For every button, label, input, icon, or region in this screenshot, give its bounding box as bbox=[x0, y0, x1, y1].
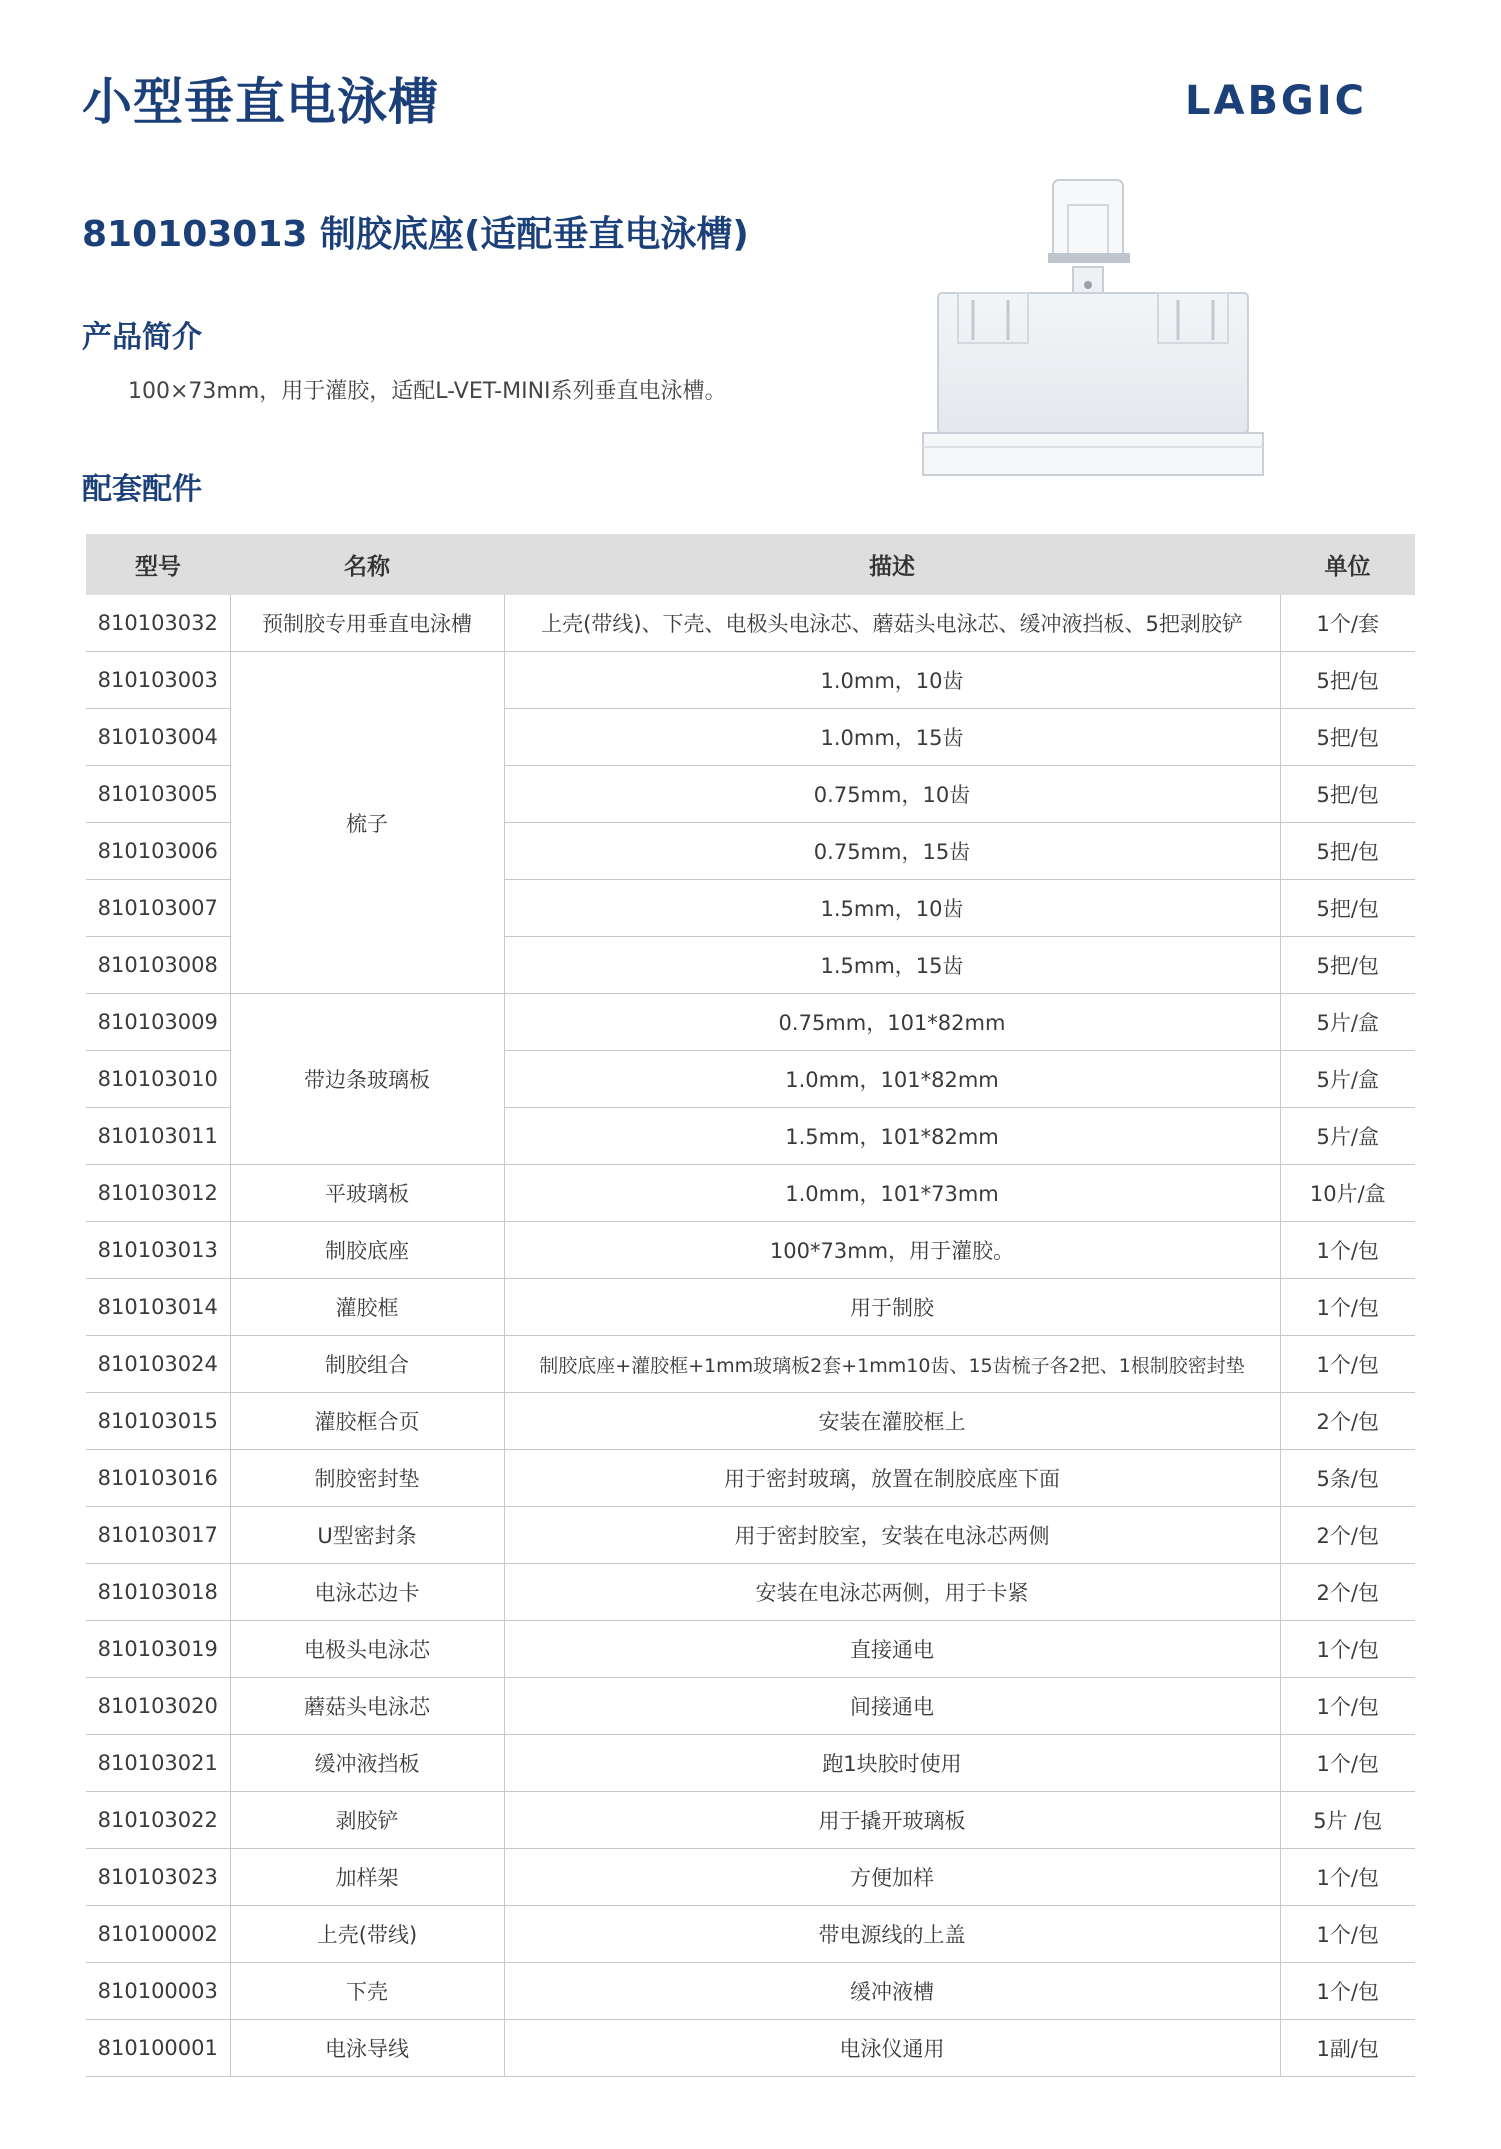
cell-code: 810100002 bbox=[86, 1906, 230, 1963]
header-name: 名称 bbox=[230, 534, 504, 595]
cell-description: 用于撬开玻璃板 bbox=[504, 1792, 1280, 1849]
cell-unit: 1个/包 bbox=[1280, 1222, 1415, 1279]
cell-unit: 1个/套 bbox=[1280, 595, 1415, 652]
cell-name: 缓冲液挡板 bbox=[230, 1735, 504, 1792]
cell-code: 810103019 bbox=[86, 1621, 230, 1678]
cell-name: 平玻璃板 bbox=[230, 1165, 504, 1222]
cell-description: 0.75mm，10齿 bbox=[504, 766, 1280, 823]
cell-name: 下壳 bbox=[230, 1963, 504, 2020]
header-code: 型号 bbox=[86, 534, 230, 595]
product-heading: 810103013 制胶底座(适配垂直电泳槽) bbox=[82, 214, 749, 255]
table-row bbox=[86, 1906, 1415, 1963]
table-row bbox=[86, 1393, 1415, 1450]
cell-code: 810103014 bbox=[86, 1279, 230, 1336]
cell-name: 制胶底座 bbox=[230, 1222, 504, 1279]
cell-description: 方便加样 bbox=[504, 1849, 1280, 1906]
cell-description: 1.5mm，101*82mm bbox=[504, 1108, 1280, 1165]
cell-name: 灌胶框合页 bbox=[230, 1393, 504, 1450]
cell-unit: 5把/包 bbox=[1280, 709, 1415, 766]
cell-unit: 1个/包 bbox=[1280, 1678, 1415, 1735]
cell-code: 810103022 bbox=[86, 1792, 230, 1849]
cell-name: 电泳芯边卡 bbox=[230, 1564, 504, 1621]
table-row bbox=[86, 1507, 1415, 1564]
cell-name: 剥胶铲 bbox=[230, 1792, 504, 1849]
cell-code: 810103010 bbox=[86, 1051, 230, 1108]
cell-code: 810103020 bbox=[86, 1678, 230, 1735]
cell-code: 810103009 bbox=[86, 994, 230, 1051]
cell-unit: 5把/包 bbox=[1280, 652, 1415, 709]
cell-unit: 1个/包 bbox=[1280, 1963, 1415, 2020]
header-description: 描述 bbox=[504, 534, 1280, 595]
cell-unit: 5把/包 bbox=[1280, 880, 1415, 937]
cell-description: 0.75mm，101*82mm bbox=[504, 994, 1280, 1051]
cell-name: 蘑菇头电泳芯 bbox=[230, 1678, 504, 1735]
cell-name: 上壳(带线) bbox=[230, 1906, 504, 1963]
cell-name: 灌胶框 bbox=[230, 1279, 504, 1336]
cell-code: 810103003 bbox=[86, 652, 230, 709]
logo-text: LABGIC bbox=[1185, 78, 1368, 120]
cell-unit: 5条/包 bbox=[1280, 1450, 1415, 1507]
cell-code: 810103004 bbox=[86, 709, 230, 766]
cell-name: 制胶组合 bbox=[230, 1336, 504, 1393]
cell-description: 用于密封玻璃，放置在制胶底座下面 bbox=[504, 1450, 1280, 1507]
table-row bbox=[86, 652, 1415, 709]
cell-name: 制胶密封垫 bbox=[230, 1450, 504, 1507]
cell-description: 直接通电 bbox=[504, 1621, 1280, 1678]
cell-code: 810103012 bbox=[86, 1165, 230, 1222]
cell-code: 810103017 bbox=[86, 1507, 230, 1564]
cell-code: 810103032 bbox=[86, 595, 230, 652]
cell-code: 810103018 bbox=[86, 1564, 230, 1621]
cell-code: 810103013 bbox=[86, 1222, 230, 1279]
accessories-heading: 配套配件 bbox=[82, 472, 202, 507]
cell-name: 加样架 bbox=[230, 1849, 504, 1906]
cell-description: 1.5mm，15齿 bbox=[504, 937, 1280, 994]
cell-unit: 1个/包 bbox=[1280, 1735, 1415, 1792]
cell-description: 间接通电 bbox=[504, 1678, 1280, 1735]
cell-description: 安装在电泳芯两侧，用于卡紧 bbox=[504, 1564, 1280, 1621]
cell-code: 810103021 bbox=[86, 1735, 230, 1792]
table-row bbox=[86, 1336, 1415, 1393]
cell-unit: 2个/包 bbox=[1280, 1507, 1415, 1564]
cell-description: 用于制胶 bbox=[504, 1279, 1280, 1336]
cell-name: 预制胶专用垂直电泳槽 bbox=[230, 595, 504, 652]
cell-description: 1.0mm，101*82mm bbox=[504, 1051, 1280, 1108]
intro-heading: 产品简介 bbox=[82, 320, 202, 355]
cell-description: 带电源线的上盖 bbox=[504, 1906, 1280, 1963]
cell-code: 810103011 bbox=[86, 1108, 230, 1165]
table-row bbox=[86, 2020, 1415, 2077]
cell-unit: 5片/盒 bbox=[1280, 1108, 1415, 1165]
table-row bbox=[86, 1678, 1415, 1735]
cell-description: 制胶底座+灌胶框+1mm玻璃板2套+1mm10齿、15齿梳子各2把、1根制胶密封垫 bbox=[504, 1336, 1280, 1393]
table-row bbox=[86, 1792, 1415, 1849]
cell-name: 带边条玻璃板 bbox=[230, 994, 504, 1165]
table-row bbox=[86, 1621, 1415, 1678]
cell-description: 电泳仪通用 bbox=[504, 2020, 1280, 2077]
cell-unit: 1个/包 bbox=[1280, 1336, 1415, 1393]
cell-description: 0.75mm，15齿 bbox=[504, 823, 1280, 880]
table-row bbox=[86, 1165, 1415, 1222]
cell-description: 1.5mm，10齿 bbox=[504, 880, 1280, 937]
cell-unit: 1个/包 bbox=[1280, 1849, 1415, 1906]
table-row bbox=[86, 994, 1415, 1051]
cell-code: 810103006 bbox=[86, 823, 230, 880]
cell-unit: 1个/包 bbox=[1280, 1621, 1415, 1678]
cell-code: 810103008 bbox=[86, 937, 230, 994]
cell-description: 1.0mm，10齿 bbox=[504, 652, 1280, 709]
cell-description: 上壳(带线)、下壳、电极头电泳芯、蘑菇头电泳芯、缓冲液挡板、5把剥胶铲 bbox=[504, 595, 1280, 652]
cell-description: 用于密封胶室，安装在电泳芯两侧 bbox=[504, 1507, 1280, 1564]
cell-unit: 1个/包 bbox=[1280, 1279, 1415, 1336]
table-row bbox=[86, 1564, 1415, 1621]
cell-code: 810100001 bbox=[86, 2020, 230, 2077]
table-row bbox=[86, 1849, 1415, 1906]
cell-unit: 1副/包 bbox=[1280, 2020, 1415, 2077]
cell-unit: 2个/包 bbox=[1280, 1564, 1415, 1621]
gel-casting-base-image bbox=[918, 175, 1268, 485]
cell-code: 810103016 bbox=[86, 1450, 230, 1507]
table-row bbox=[86, 1735, 1415, 1792]
intro-text: 100×73mm，用于灌胶，适配L-VET-MINI系列垂直电泳槽。 bbox=[128, 379, 727, 404]
cell-description: 跑1块胶时使用 bbox=[504, 1735, 1280, 1792]
cell-unit: 5把/包 bbox=[1280, 937, 1415, 994]
table-row bbox=[86, 1963, 1415, 2020]
cell-unit: 5片 /包 bbox=[1280, 1792, 1415, 1849]
cell-code: 810103015 bbox=[86, 1393, 230, 1450]
cell-name: U型密封条 bbox=[230, 1507, 504, 1564]
cell-name: 电极头电泳芯 bbox=[230, 1621, 504, 1678]
cell-unit: 5片/盒 bbox=[1280, 994, 1415, 1051]
cell-unit: 1个/包 bbox=[1280, 1906, 1415, 1963]
cell-description: 缓冲液槽 bbox=[504, 1963, 1280, 2020]
cell-description: 100*73mm，用于灌胶。 bbox=[504, 1222, 1280, 1279]
cell-code: 810103023 bbox=[86, 1849, 230, 1906]
table-row bbox=[86, 1222, 1415, 1279]
cell-description: 1.0mm，15齿 bbox=[504, 709, 1280, 766]
labgic-logo bbox=[1185, 78, 1415, 120]
table-header-row bbox=[86, 534, 1415, 595]
cell-code: 810103024 bbox=[86, 1336, 230, 1393]
cell-unit: 2个/包 bbox=[1280, 1393, 1415, 1450]
cell-code: 810100003 bbox=[86, 1963, 230, 2020]
header-unit: 单位 bbox=[1280, 534, 1415, 595]
cell-unit: 5把/包 bbox=[1280, 766, 1415, 823]
cell-description: 安装在灌胶框上 bbox=[504, 1393, 1280, 1450]
table-row bbox=[86, 595, 1415, 652]
cell-code: 810103007 bbox=[86, 880, 230, 937]
cell-unit: 5片/盒 bbox=[1280, 1051, 1415, 1108]
cell-unit: 5把/包 bbox=[1280, 823, 1415, 880]
cell-description: 1.0mm，101*73mm bbox=[504, 1165, 1280, 1222]
table-row bbox=[86, 1279, 1415, 1336]
cell-name: 电泳导线 bbox=[230, 2020, 504, 2077]
table-row bbox=[86, 1450, 1415, 1507]
accessories-table bbox=[86, 534, 1415, 2077]
page-title: 小型垂直电泳槽 bbox=[82, 73, 439, 131]
cell-code: 810103005 bbox=[86, 766, 230, 823]
cell-unit: 10片/盒 bbox=[1280, 1165, 1415, 1222]
cell-name: 梳子 bbox=[230, 652, 504, 994]
